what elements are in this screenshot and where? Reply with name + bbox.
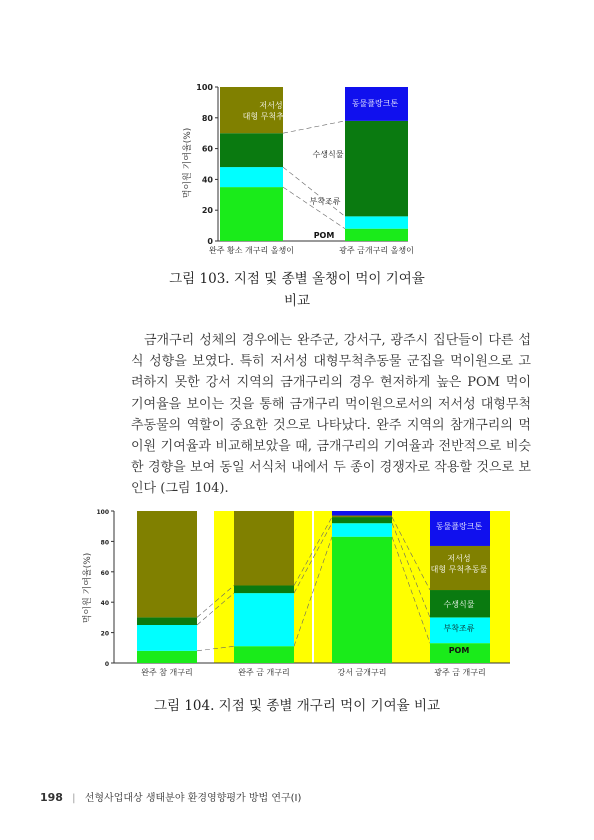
label-aquatic-plant: 수생식물 (312, 150, 344, 159)
x-tick-label: 광주 금개구리 올챙이 (339, 246, 414, 255)
y-tick-label: 0 (207, 237, 213, 246)
y-tick-label: 80 (201, 113, 213, 123)
label-pom: POM (448, 646, 470, 655)
x-tick-label: 광주 금 개구리 (434, 668, 486, 677)
bar-segment-aquatic-plant (220, 133, 283, 167)
y-tick-label: 60 (201, 144, 213, 154)
bar-segment-aquatic-plant (332, 517, 392, 523)
figure-103-caption-line1: 그림 103. 지점 및 종별 올챙이 먹이 기여율 (169, 271, 425, 287)
x-tick-label: 완주 금 개구리 (238, 668, 290, 677)
connector-line (283, 121, 345, 133)
label-pom: POM (313, 231, 335, 240)
figure-104-bars (137, 511, 490, 663)
y-tick-label: 100 (196, 83, 213, 92)
bar-segment-pom (234, 646, 294, 663)
label-benthic-line2: 대형 무척추동물 (430, 565, 488, 574)
bar-segment-algae (234, 593, 294, 646)
body-paragraph: 금개구리 성체의 경우에는 완주군, 강서구, 광주시 집단들이 다른 섭식 성향을 보였다. 특히 저서성 대형무척추동물 군집을 먹이원으로 고려하지 못한 강서 지역의 금개구리의 경우 현저하게 높은 POM 먹이 기여율을 보이는 것을 통해 금개구리 먹이원으로서의 저서성 대형무척추동물의 역할이 중요한 것으로 나타났다. 완주 지역의 참개구리의 먹이원 기여율과 비교해보았을 때, 금개구리의 기여율과 전반적으로 비슷한 경향을 보여 동일 서식처 내에서 두 종이 경쟁자로 작용할 것으로 보인다 (그림 104). (131, 333, 531, 497)
bar-segment-aquatic-plant (234, 585, 294, 593)
y-tick-label: 100 (96, 509, 109, 516)
label-zooplankton: 동물플랑크톤 (435, 522, 483, 531)
label-algae: 부착조류 (309, 197, 341, 206)
figure-103-connector-lines (283, 121, 345, 229)
bar-segment-algae (137, 625, 197, 651)
figure-103-chart (170, 78, 430, 268)
bar-segment-algae (332, 523, 392, 537)
y-tick-label: 20 (100, 630, 109, 638)
bar-segment-pom (220, 187, 283, 241)
label-benthic-line2: 대형 무척추동물 (242, 112, 300, 121)
figure-103-x-labels (209, 245, 414, 255)
y-tick-label: 80 (100, 539, 109, 547)
footer-title: 선형사업대상 생태분야 환경영향평가 방법 연구(Ⅰ) (84, 793, 302, 804)
bar-segment-algae (220, 167, 283, 187)
figure-104-ylabel: 먹이원 기여율(%) (83, 552, 93, 624)
bar-segment-pom (332, 537, 392, 663)
x-tick-label: 완주 참 개구리 (141, 668, 193, 677)
bar-segment-algae (345, 216, 408, 228)
figure-103-ylabel: 먹이원 기여율(%) (183, 127, 193, 199)
label-zooplankton: 동물플랑크톤 (351, 99, 399, 108)
label-benthic-line1: 저서성 (259, 101, 283, 110)
bar-segment-benthic (137, 511, 197, 617)
figure-104-chart (82, 502, 522, 690)
figure-104-x-labels (141, 667, 485, 677)
bar-segment-aquatic-plant (137, 617, 197, 625)
bar-segment-pom (345, 229, 408, 241)
figure-103-bars (220, 87, 408, 241)
bar-segment-zooplankton (332, 511, 392, 516)
connector-line (283, 167, 345, 216)
x-tick-label: 완주 황소 개구리 올챙이 (209, 246, 294, 255)
y-tick-label: 20 (201, 206, 213, 216)
label-algae: 부착조류 (443, 624, 475, 633)
bar-segment-benthic (332, 516, 392, 518)
page-number: 198 (40, 791, 63, 804)
page-footer (40, 789, 301, 804)
bar-segment-pom (137, 651, 197, 663)
y-tick-label: 60 (100, 569, 109, 577)
figure-104-caption: 그림 104. 지점 및 종별 개구리 먹이 기여율 비교 (153, 698, 441, 714)
label-aquatic-plant: 수생식물 (443, 600, 475, 609)
x-tick-label: 강서 금개구리 (337, 668, 387, 677)
bar-segment-aquatic-plant (345, 121, 408, 216)
bar-segment-benthic (234, 511, 294, 585)
bar-segment-benthic (220, 87, 283, 133)
y-tick-label: 40 (201, 175, 213, 185)
figure-103-caption-line2: 비교 (283, 293, 311, 309)
connector-line (283, 187, 345, 229)
y-tick-label: 0 (104, 661, 109, 668)
label-benthic-line1: 저서성 (447, 554, 471, 563)
y-tick-label: 40 (100, 600, 109, 608)
footer-separator: | (72, 793, 76, 804)
